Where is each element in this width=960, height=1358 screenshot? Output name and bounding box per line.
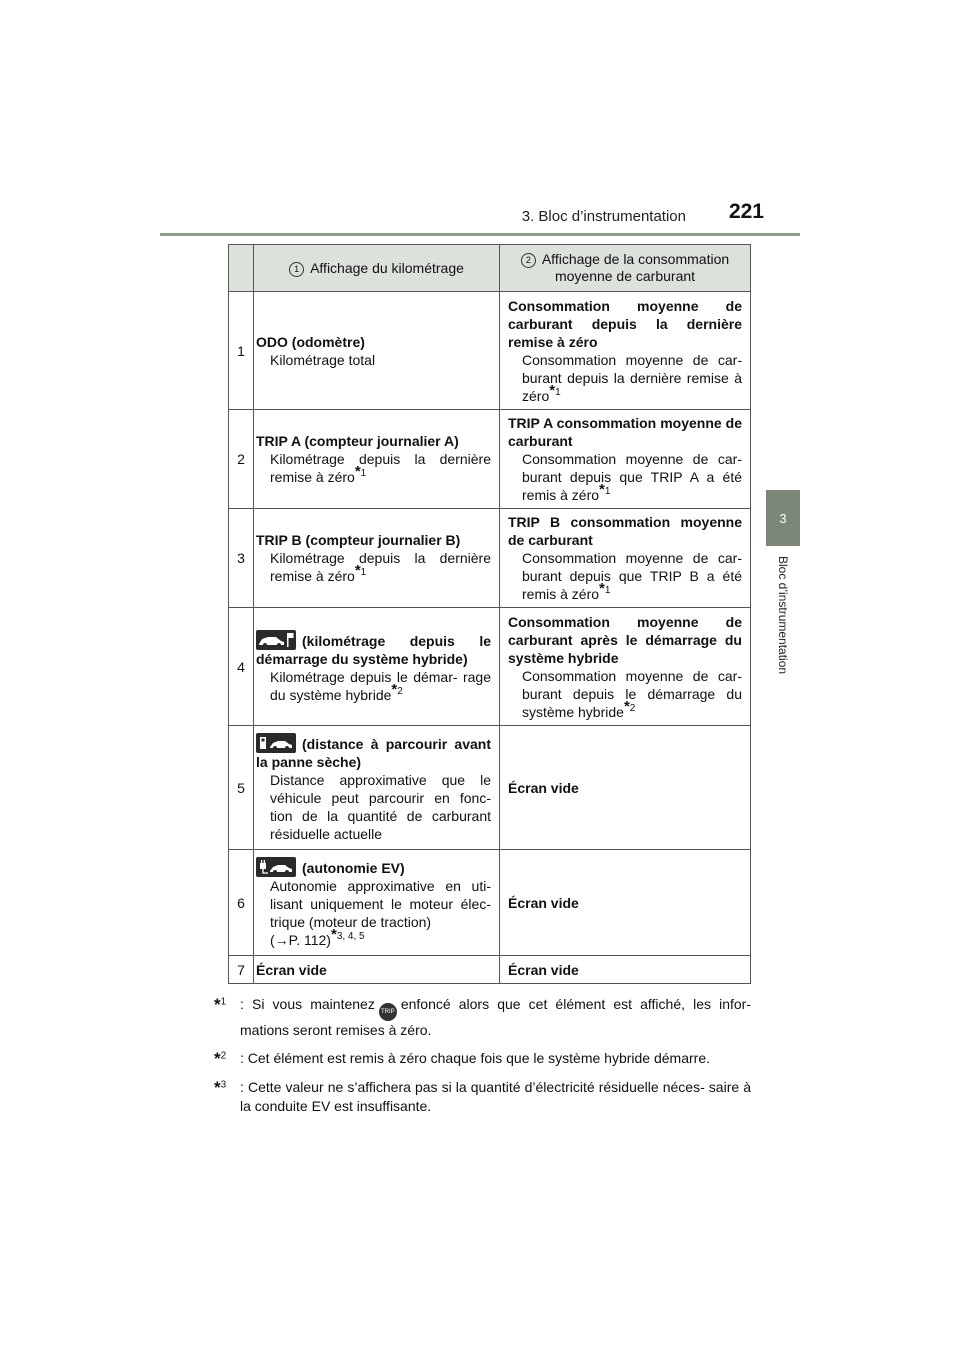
odometer-cell: TRIP B (compteur journalier B) Kilométrage depuis la dernière remise à zéro$^{*1}$ bbox=[254, 509, 500, 608]
row-number: 7 bbox=[229, 956, 254, 984]
row-number: 2 bbox=[229, 410, 254, 509]
consumption-cell: Écran vide bbox=[500, 850, 751, 956]
row-number: 1 bbox=[229, 292, 254, 410]
chapter-tab[interactable] bbox=[766, 490, 800, 546]
footnote-3: *$^3$ : Cette valeur ne s’affichera pas si la quantité d’électricité résiduelle néces- saire à la conduite EV est insuffisante. bbox=[214, 1078, 751, 1114]
header-rule bbox=[160, 233, 800, 236]
row-number: 6 bbox=[229, 850, 254, 956]
row-number: 4 bbox=[229, 608, 254, 726]
chapter-tab-number: 3 bbox=[779, 510, 787, 526]
consumption-cell: Consommation moyenne de carburant après le démarrage du système hybride Consommation moyenne de car- burant depuis le démarrage du système hybride$^{*2}$ bbox=[500, 608, 751, 726]
consumption-cell: Écran vide bbox=[500, 726, 751, 850]
plug-car-icon bbox=[256, 857, 296, 877]
table-header-row bbox=[229, 245, 751, 292]
table-row bbox=[229, 509, 751, 608]
footnote-1: *$^1$ : Si vous maintenez TRIP enfoncé alors que cet élément est affiché, les infor- mations seront remises à zéro. bbox=[214, 995, 751, 1038]
consumption-cell: TRIP B consommation moyenne de carburant Consommation moyenne de car- burant depuis que TRIP B a été remis à zéro$^{*1}$ bbox=[500, 509, 751, 608]
odometer-cell: Écran vide bbox=[254, 956, 500, 984]
odometer-cell: (autonomie EV) Autonomie approximative en uti- lisant uniquement le moteur élec- trique (moteur de traction) (→P. 112)$^{*3, 4, 5}$ bbox=[254, 850, 500, 956]
fuel-car-icon bbox=[256, 733, 296, 753]
row-number: 3 bbox=[229, 509, 254, 608]
chapter-tab-label: Bloc d’instrumentation bbox=[776, 556, 790, 675]
footnote-2: *$^2$ : Cet élément est remis à zéro chaque fois que le système hybride démarre. bbox=[214, 1049, 710, 1068]
page-number: 221 bbox=[728, 200, 764, 223]
table-row bbox=[229, 956, 751, 984]
consumption-cell: Consommation moyenne de carburant depuis la dernière remise à zéro Consommation moyenne de car- burant depuis la dernière remise à zéro$^{*1}$ bbox=[500, 292, 751, 410]
table-row bbox=[229, 608, 751, 726]
marker-1-icon: 1 bbox=[289, 262, 304, 277]
row-number: 5 bbox=[229, 726, 254, 850]
table-header-consumption: 2 Affichage de la consommation moyenne de carburant bbox=[500, 245, 751, 292]
odometer-cell: ODO (odomètre) Kilométrage total bbox=[254, 292, 500, 410]
table-header-odometer: 1 Affichage du kilométrage bbox=[254, 245, 500, 292]
marker-2-icon: 2 bbox=[521, 253, 536, 268]
odometer-cell: TRIP A (compteur journalier A) Kilométrage depuis la dernière remise à zéro$^{*1}$ bbox=[254, 410, 500, 509]
table-row bbox=[229, 410, 751, 509]
trip-button-icon: TRIP bbox=[379, 1003, 397, 1021]
table-header-blank bbox=[229, 245, 254, 292]
consumption-cell: TRIP A consommation moyenne de carburant Consommation moyenne de car- burant depuis que TRIP A a été remis à zéro$^{*1}$ bbox=[500, 410, 751, 509]
display-info-table bbox=[228, 244, 751, 984]
table-row bbox=[229, 850, 751, 956]
table-row bbox=[229, 292, 751, 410]
table-row bbox=[229, 726, 751, 850]
section-title: 3. Bloc d’instrumentation bbox=[521, 208, 686, 225]
consumption-cell: Écran vide bbox=[500, 956, 751, 984]
car-flag-icon bbox=[256, 630, 296, 650]
footnotes bbox=[214, 995, 751, 1125]
odometer-cell: (distance à parcourir avant la panne sèche) Distance approximative que le véhicule peut parcourir en fonc- tion de la quantité de carburant résiduelle actuelle bbox=[254, 726, 500, 850]
odometer-cell: (kilométrage depuis le démarrage du système hybride) Kilométrage depuis le démar- rage du système hybride$^{*2}$ bbox=[254, 608, 500, 726]
